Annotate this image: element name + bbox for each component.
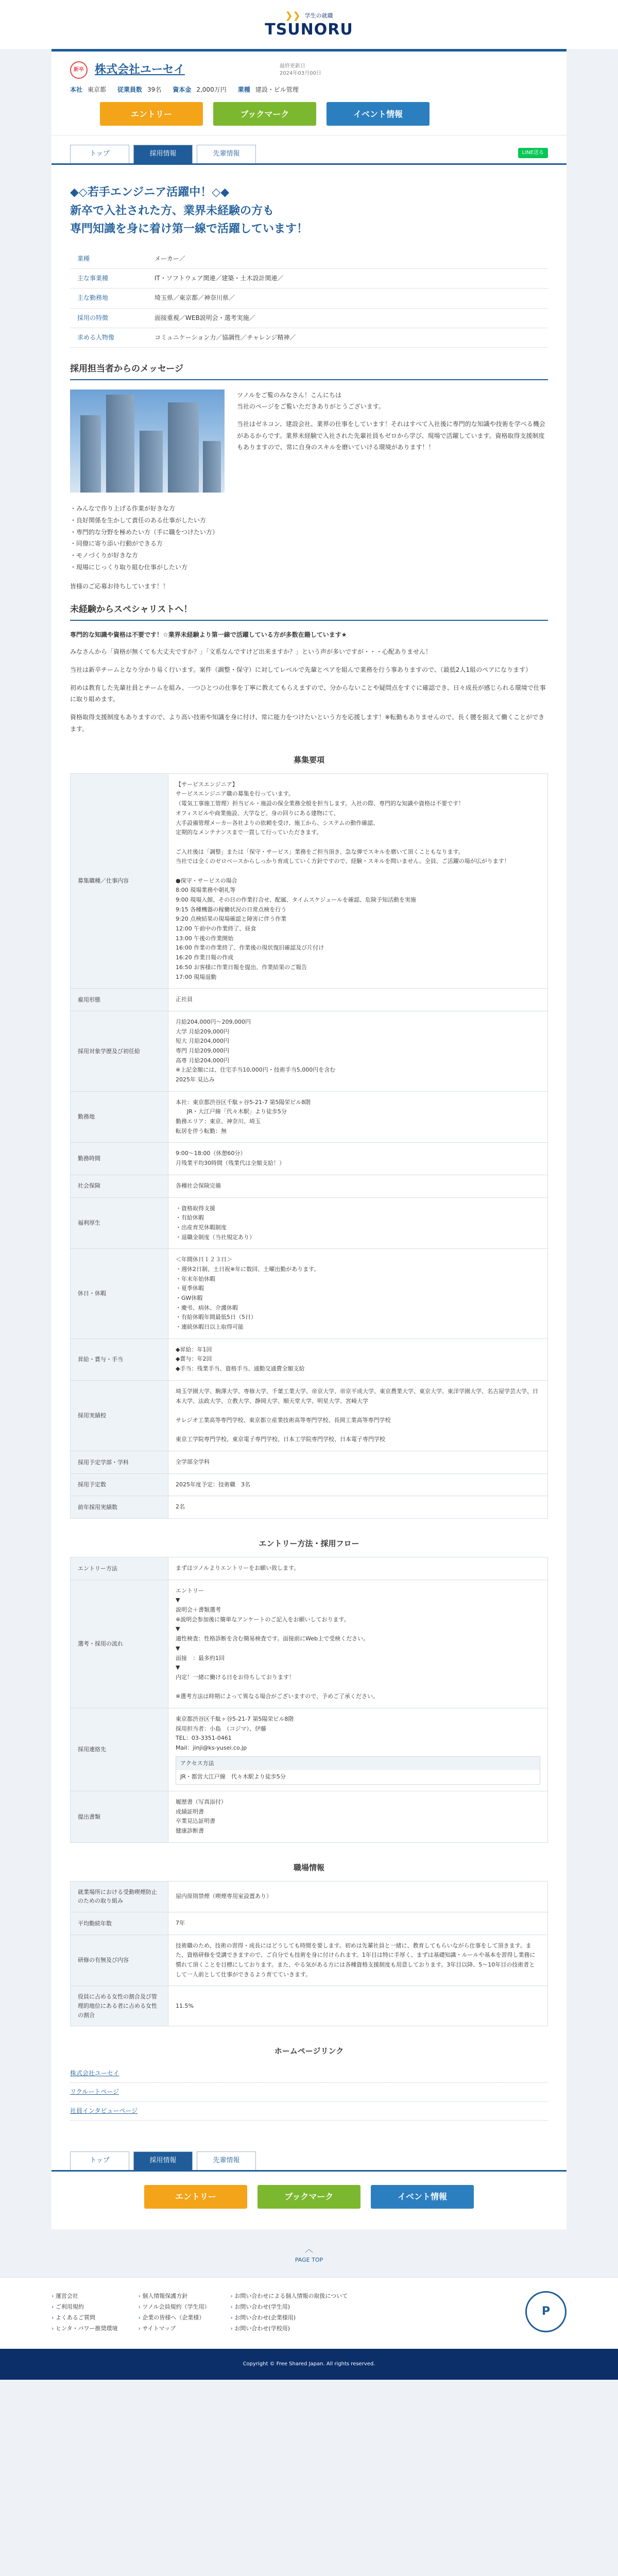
- entry-button[interactable]: エントリー: [144, 2185, 247, 2209]
- table-row: 採用連絡先 東京都渋谷区千駄ヶ谷5-21-7 第5陽栄ビル8階 採用担当者：小島 （コジマ）、伊藤 TEL：03-3351-0461 Mail：jinji@ks-yusei.co.jp アクセス方法 JR・都営大江戸線 代々木駅より徒歩5分: [71, 1708, 548, 1791]
- last-updated: 最終更新日 2024年03月00日: [279, 63, 321, 76]
- text-line: 短大 月給204,000円: [176, 1038, 229, 1045]
- company-tabs-bottom: [52, 2141, 566, 2172]
- workplace-table: [70, 1881, 548, 2026]
- table-row: 採用予定学部・学科 全学部全学科: [71, 1451, 548, 1473]
- company-summary: [52, 52, 566, 135]
- workplace-title: 職場情報: [293, 1862, 324, 1872]
- footer-link[interactable]: › お問い合わせ(企業様用): [231, 2313, 348, 2324]
- ideal-candidate-list: ・みんなで作り上げる作業が好きな方 ・良好関係を生かして責任のある仕事がしたい方 ・専門的な分野を極めたい方（手に職をつけたい方） ・同僚に寄り添い行動ができる方 ・モノづくりが好きな方 ・現場にじっくり取り組む仕事がしたい方 皆様のご応募お待ちしています！！: [70, 505, 219, 590]
- text-line: 各種社会保険完備: [176, 1182, 221, 1189]
- tab-senior-info[interactable]: 先輩情報: [197, 2151, 256, 2170]
- footer-link[interactable]: › お問い合わせ(学生用): [231, 2302, 348, 2313]
- building-photo: [70, 389, 225, 493]
- text-line: [176, 838, 540, 848]
- tab-recruit-info[interactable]: 採用情報: [133, 2151, 193, 2170]
- requirements-table: [70, 773, 548, 1519]
- footer-link[interactable]: › サイトマップ: [138, 2324, 210, 2334]
- footer-link[interactable]: › お問い合わせによる個人情報の取扱について: [231, 2291, 348, 2302]
- text-line: 17:00 現場退勤: [176, 973, 217, 980]
- copyright: Copyright © Free Shared Japan. All rights reserved.: [0, 2349, 618, 2380]
- table-row: 勤務地 本社：東京都渋谷区千駄ヶ谷5-21-7 第5陽栄ビル8階 JR・大江戸線「代々木駅」より徒歩5分 勤務エリア：東京、神奈川、埼玉 転居を伴う転勤：無: [71, 1091, 548, 1143]
- text-line: TEL：03-3351-0461: [176, 1735, 232, 1742]
- text-line: 9:00～18:00（休憩60分）: [176, 1150, 246, 1157]
- table-row: 求める人物像 コミュニケーション力／協調性／チャレンジ精神／: [70, 328, 548, 347]
- text-line: 定期的なメンテナンスまで一貫して行っていただきます。: [176, 829, 322, 836]
- main-content: 新卒 株式会社ユーセイ 最終更新日 2024年03月00日 本社 東京都 従業員数 39名 資本金 2,000万円 業種 建設・ビル管理 エントリー ブックマーク イベント情報 トップ 採用情報 先輩情報 LINE送る ◆◇若手エンジニア活躍中！◇◆ 新卒で入社された方、業界未経験の方も 専門知識を身に着け第一線で活躍しています！ 業種 メーカー／ 主な事業種 IT・ソフトウェア関連／建築・土木設計関連／ 主な勤務地 埼玉県／東京都／神奈川県／ 採用の特徴 面接重視／WEB説明会・選考実施／ 求める人物像 コミュニケーション力／協調性／チャレンジ精神／ 採用担当者からのメッセージ ツノルをご覧のみなさん！こんにちは 当社のページをご覧いただきありがとうございます。 当社はゼネコン、建設会社、業界の仕事をしています！それはすべて入社後に専門的な知識や技術を学べる機会があるからです。業界未経験で入社された先輩社員もゼロから学び、現場で活躍しています。資格取得支援制度もありますので、常に自身のスキルを磨いていける環境があります！！ ・みんなで作り上げる作業が好きな方 ・良好関係を生かして責任のある仕事がしたい方 ・専門的な分野を極めたい方（手に職をつけたい方） ・同僚に寄り添い行動ができる方 ・モノづくりが好きな方 ・現場にじっくり取り組む仕事がしたい方 皆様のご応募お待ちしています！！ 未経験からスペシャリストへ！ 専門的な知識や資格は不要です！☆業界未経験より第一線で活躍している方が多数在籍しています★ みなさんから「資格が無くても大丈夫ですか？」「文系なんですけど出来ますか？」という声が多いですが・・・心配ありません！ 当社は新卒チームとなり分かり易く行います。案件（調整・保守）に対してレベルで先輩とペアを組んで業務を行う事ありますので、（最低2人1組のペアになります） 初めは教育した先輩社員とチームを組み、一つひとつの仕事を丁寧に教えてもらえますので、分からないことや疑問点をすぐに確認でき、日々成長が感じられる環境で仕事に取り組めます。 資格取得支援制度もありますので、より高い技術や知識を身に付け、常に能力をつけたいという方を応援します！※転勤もありませんので、長く腰を据えて働くことができます。 募集要項 募集職種／仕事内容 【サービスエンジニア】 サービスエンジニア職の募集を行っています。 （電気工事施工管理）担当ビル・施設の保全業務全般を担当します。入社の際、専門的な知識や資格は不要です！ オフィスビルや商業施設、大学など、身の回りにある建物にて、 大手設備管理メーカー各社よりの依頼を受け、施工から、システムの動作確認、 定期的なメンテナンスまで一貫して行っていただきます。 ご入社後は「調整」または「保守・サービス」業務をご担当頂き、急な弾でスキルを磨いて頂くこともなります。 当社では全くのゼロベースからしっかり育成していく方針ですので、経験・スキルを問いません。全員、ご活躍の場が広がります！ ●保守・サービスの場合 8:00 現場業務や朝礼等 9:00 現場入館、その日の作業打合せ、配属、タイムスケジュールを確認、危険予知活動を実施 9:15 各種機器の稼働状況の日常点検を行う 9:20 点検結果の現場確認と障害に伴う作業 12:00 午前中の作業終了、昼食 13:00 午後の作業開始 16:00 作業の作業終了、作業後の現状復旧確認及び片付け 16:20 作業日報の作成 16:50 お客様に作業日報を提出、作業結果のご報告 17:00 現場退勤 雇用形態 正社員 採用対象学歴及び初任給 月給204,000円～209,000円 大学 月給209,000円 短大 月給204,000円 専門 月給209,000円 高専 月給204,000円 ※上記金額には、住宅手当10,000円・技術手当5,000円を含む 2025年 見込み 勤務地 本社：東京都渋谷区千駄ヶ谷5-21-7 第5陽栄ビル8階 JR・大江戸線「代々木駅」より徒歩5分 勤務エリア：東京、神奈川、埼玉 転居を伴う転勤：無 勤務時間 9:00～18:00（休憩60分） 月残業平均30時間（残業代は全額支給！） 社会保険 各種社会保険完備 福利厚生 ・資格取得支援 ・有給休暇 ・出産育児休暇制度 ・退職金制度（当社規定あり） 休日・休暇 ＜年間休日１２３日＞ ・週休2日制、土日祝※年に数回、土曜出勤があります。 ・年末年始休暇 ・夏季休暇 ・GW休暇 ・慶弔、病休、介護休暇 ・有給休暇年間最低5日（5日） ・連続休暇日以上取得可能 昇給・賞与・手当 ◆昇給：年1回 ◆賞与：年2回 ◆手当：残業手当、資格手当、通勤交通費全額支給 採用実績校 埼玉学園大学、駒澤大学、専修大学、千葉工業大学、帝京大学、帝京平成大学、東京農業大学、東京大学、東洋学園大学、名古屋学芸大学、日本大学、法政大学、立教大学、静岡大学、順天堂大学、明星大学、宮崎大学 サレジオ工業高等専門学校、東京都立産業技術高等専門学校、長岡工業高等専門学校 東京工学院専門学校、東京電子専門学校、日本工学院専門学校、日本電子専門学校 採用予定学部・学科 全学部全学科 採用予定数 2025年度予定：技術職 3名 前年採用実績数 2名 エントリー方法・採用フロー エントリー方法 まずはツノルよりエントリーをお願い致します。 選考・採用の流れ エントリー ▼ 説明会＋書類選考 ※説明会参加後に簡単なアンケートのご記入をお願いしております。 ▼ 適性検査：性格診断を含む簡易検査です。面接前にWeb上で受検ください。 ▼ 面接 ：最多約1回 ▼ 内定！一緒に働ける日をお待ちしております！ ※選考方法は時期によって異なる場合がございますので、予めご了承ください。 採用連絡先 東京都渋谷区千駄ヶ谷5-21-7 第5陽栄ビル8階 採用担当者：小島 （コジマ）、伊藤 TEL：03-3351-0461 Mail：jinji@ks-yusei.co.jp アクセス方法 JR・都営大江戸線 代々木駅より徒歩5分 提出書類 履歴書（写真添付） 成績証明書 卒業見込証明書 健康診断書 職場情報 就業場所における受動喫煙防止のための取り組み 屋内原則禁煙（喫煙専用室設置あり） 平均勤続年数 7年 研修の有無及び内容 技術職のため、技術の習得・成長にはどうしても時間を要します。初めは先輩社員と一緒に、教育してもらいながら仕事をして頂きます。また、資格研修を受講できますので、ご自分でも技術を身に付けられます。1年目は特に手厚く、まずは基礎知識・ルールや基本を習得し業務に慣れて頂くことを目標にしております。また、やる気がある方には各種資格支援制度も用意しております。3年目以降、5～10年目の技術者として一人前として仕事ができるよう育てていきます。 役員に占める女性の割合及び管理的地位にある者に占める女性の割合 11.5% ホームページリンク 株式会社ユーセイ リクルートページ 社員インタビューページ トップ 採用情報 先輩情報 エントリー ブックマーク イベント情報: [52, 52, 566, 2229]
- page-top-link[interactable]: ︿ PAGE TOP: [0, 2229, 618, 2277]
- action-buttons-bottom: [52, 2172, 566, 2229]
- text-line: [176, 1683, 540, 1692]
- text-line: ●保守・サービスの場合: [176, 877, 237, 884]
- requirements-title: 募集要項: [293, 755, 324, 765]
- special-intro: 専門的な知識や資格は不要です！☆業界未経験より第一線で活躍している方が多数在籍しています★: [70, 631, 347, 638]
- table-row: 昇給・賞与・手当 ◆昇給：年1回 ◆賞与：年2回 ◆手当：残業手当、資格手当、通勤交通費全額支給: [71, 1338, 548, 1380]
- logo-mark: TSUNORU: [265, 20, 353, 39]
- table-row: 休日・休暇 ＜年間休日１２３日＞ ・週休2日制、土日祝※年に数回、土曜出勤があります。 ・年末年始休暇 ・夏季休暇 ・GW休暇 ・慶弔、病休、介護休暇 ・有給休暇年間最低5日（5日） ・連続休暇日以上取得可能: [71, 1249, 548, 1339]
- text-line: 大手設備管理メーカー各社よりの依頼を受け、施工から、システムの動作確認、: [176, 819, 379, 826]
- line-share-button[interactable]: LINE送る: [518, 148, 548, 158]
- text-line: ▼: [176, 1664, 180, 1671]
- table-row: 募集職種／仕事内容 【サービスエンジニア】 サービスエンジニア職の募集を行っています。 （電気工事施工管理）担当ビル・施設の保全業務全般を担当します。入社の際、専門的な知識や資格は不要です！ オフィスビルや商業施設、大学など、身の回りにある建物にて、 大手設備管理メーカー各社よりの依頼を受け、施工から、システムの動作確認、 定期的なメンテナンスまで一貫して行っていただきます。 ご入社後は「調整」または「保守・サービス」業務をご担当頂き、急な弾でスキルを磨いて頂くこともなります。 当社では全くのゼロベースからしっかり育成していく方針ですので、経験・スキルを問いません。全員、ご活躍の場が広がります！ ●保守・サービスの場合 8:00 現場業務や朝礼等 9:00 現場入館、その日の作業打合せ、配属、タイムスケジュールを確認、危険予知活動を実施 9:15 各種機器の稼働状況の日常点検を行う 9:20 点検結果の現場確認と障害に伴う作業 12:00 午前中の作業終了、昼食 13:00 午後の作業開始 16:00 作業の作業終了、作業後の現状復旧確認及び片付け 16:20 作業日報の作成 16:50 お客様に作業日報を提出、作業結果のご報告 17:00 現場退勤: [71, 773, 548, 988]
- text-line: ・出産育児休暇制度: [176, 1224, 227, 1231]
- text-line: ・週休2日制、土日祝※年に数回、土曜出勤があります。: [176, 1265, 320, 1273]
- action-buttons: [100, 102, 548, 126]
- text-line: 東京工学院専門学校、東京電子専門学校、日本工学院専門学校、日本電子専門学校: [176, 1436, 385, 1443]
- company-name-link[interactable]: 株式会社ユーセイ: [95, 63, 185, 76]
- text-line: 12:00 午前中の作業終了、昼食: [176, 925, 256, 933]
- footer-link[interactable]: › 企業の皆様へ（企業様）: [138, 2313, 210, 2324]
- text-line: 8:00 現場業務や朝礼等: [176, 887, 236, 894]
- text-line: 本社：東京都渋谷区千駄ヶ谷5-21-7 第5陽栄ビル8階: [176, 1098, 311, 1106]
- table-row: 主な事業種 IT・ソフトウェア関連／建築・土木設計関連／: [70, 269, 548, 289]
- flow-table: [70, 1557, 548, 1843]
- text-line: 卒業見込証明書: [176, 1818, 215, 1825]
- entry-button[interactable]: エントリー: [100, 102, 203, 126]
- table-row: 採用予定数 2025年度予定：技術職 3名: [71, 1473, 548, 1496]
- table-row: 前年採用実績数 2名: [71, 1496, 548, 1519]
- text-line: 2025年 見込み: [176, 1076, 215, 1083]
- bird-icon: ❯❯: [285, 10, 301, 22]
- text-line: ▼: [176, 1597, 180, 1604]
- privacy-mark-icon: P: [525, 2291, 566, 2332]
- text-line: ご入社後は「調整」または「保守・サービス」業務をご担当頂き、急な弾でスキルを磨いて頂くこともなります。: [176, 848, 464, 855]
- tab-senior-info[interactable]: 先輩情報: [197, 145, 256, 163]
- table-row: 提出書類 履歴書（写真添付） 成績証明書 卒業見込証明書 健康診断書: [71, 1791, 548, 1843]
- tab-recruit-info[interactable]: 採用情報: [133, 145, 193, 163]
- footer-link[interactable]: › 運営会社: [52, 2291, 117, 2302]
- text-line: ※説明会参加後に簡単なアンケートのご記入をお願いしております。: [176, 1616, 350, 1623]
- company-tabs: [52, 135, 566, 165]
- text-line: 9:00 現場入館、その日の作業打合せ、配属、タイムスケジュールを確認、危険予知活動を実施: [176, 896, 416, 904]
- table-row: 採用の特徴 面接重視／WEB説明会・選考実施／: [70, 308, 548, 328]
- table-row: 就業場所における受動喫煙防止のための取り組み 屋内原則禁煙（喫煙専用室設置あり）: [71, 1881, 548, 1912]
- table-row: 採用対象学歴及び初任給 月給204,000円～209,000円 大学 月給209,000円 短大 月給204,000円 専門 月給209,000円 高専 月給204,000円 ※上記金額には、住宅手当10,000円・技術手当5,000円を含む 2025年 見込み: [71, 1011, 548, 1091]
- text-line: 東京都渋谷区千駄ヶ谷5-21-7 第5陽栄ビル8階: [176, 1715, 294, 1722]
- footer-link[interactable]: › 個人情報保護方針: [138, 2291, 210, 2302]
- text-line: 【サービスエンジニア】: [176, 781, 238, 788]
- footer-col-1: [52, 2291, 117, 2334]
- text-line: ・退職金制度（当社規定あり）: [176, 1233, 255, 1241]
- stat-hq: 本社 東京都: [70, 86, 107, 94]
- text-line: 月残業平均30時間（残業代は全額支給！）: [176, 1160, 285, 1167]
- text-line: 転居を伴う転勤：無: [176, 1127, 227, 1134]
- text-line: ・夏季休暇: [176, 1285, 204, 1292]
- new-graduate-badge: 新卒: [70, 61, 88, 79]
- site-footer: [0, 2277, 618, 2380]
- company-info-table: [70, 249, 548, 348]
- text-line: [176, 1406, 540, 1416]
- link-company-site[interactable]: 株式会社ユーセイ: [70, 2064, 548, 2083]
- event-info-button[interactable]: イベント情報: [327, 102, 430, 126]
- text-line: 健康診断書: [176, 1827, 204, 1835]
- table-row: 主な勤務地 埼玉県／東京都／神奈川県／: [70, 289, 548, 308]
- text-line: 16:20 作業日報の作成: [176, 954, 234, 961]
- text-line: エントリー: [176, 1587, 204, 1594]
- footer-link[interactable]: › よくあるご質問: [52, 2313, 117, 2324]
- bookmark-button[interactable]: ブックマーク: [213, 102, 316, 126]
- text-line: ▼: [176, 1645, 180, 1652]
- text-line: [176, 1426, 540, 1435]
- site-logo[interactable]: [265, 11, 353, 38]
- text-line: ※選考方法は時期によって異なる場合がございますので、予めご了承ください。: [176, 1693, 379, 1700]
- text-line: Mail：jinji@ks-yusei.co.jp: [176, 1744, 247, 1752]
- stat-capital: 資本金 2,000万円: [173, 86, 227, 94]
- flow-title: エントリー方法・採用フロー: [259, 1539, 359, 1549]
- text-line: 大学 月給209,000円: [176, 1028, 229, 1035]
- company-stats: [70, 85, 548, 95]
- table-row: 選考・採用の流れ エントリー ▼ 説明会＋書類選考 ※説明会参加後に簡単なアンケートのご記入をお願いしております。 ▼ 適性検査：性格診断を含む簡易検査です。面接前にWeb上で受検ください。 ▼ 面接 ：最多約1回 ▼ 内定！一緒に働ける日をお待ちしております！ ※選考方法は時期によって異なる場合がございますので、予めご了承ください。: [71, 1580, 548, 1708]
- text-line: ※上記金額には、住宅手当10,000円・技術手当5,000円を含む: [176, 1066, 336, 1074]
- text-line: 履歴書（写真添付）: [176, 1799, 227, 1806]
- link-recruit-page[interactable]: リクルートページ: [70, 2083, 548, 2102]
- table-row: 業種 メーカー／: [70, 249, 548, 269]
- footer-col-2: [138, 2291, 210, 2334]
- text-line: 月給204,000円～209,000円: [176, 1018, 251, 1025]
- site-header: [0, 0, 618, 49]
- link-interview-page[interactable]: 社員インタビューページ: [70, 2102, 548, 2121]
- text-line: ◆昇給：年1回: [176, 1346, 212, 1353]
- tab-top[interactable]: トップ: [70, 145, 129, 163]
- text-line: ・連続休暇日以上取得可能: [176, 1324, 244, 1331]
- logo-tagline: 学生の就職: [304, 12, 333, 19]
- text-line: 面接 ：最多約1回: [176, 1654, 225, 1662]
- text-line: 16:50 お客様に作業日報を提出、作業結果のご報告: [176, 963, 307, 971]
- table-row: 勤務時間 9:00～18:00（休憩60分） 月残業平均30時間（残業代は全額支給！）: [71, 1143, 548, 1175]
- text-line: 説明会＋書類選考: [176, 1606, 221, 1614]
- tab-top[interactable]: トップ: [70, 2151, 129, 2170]
- text-line: ・資格取得支援: [176, 1205, 215, 1212]
- table-row: 採用実績校 埼玉学園大学、駒澤大学、専修大学、千葉工業大学、帝京大学、帝京平成大学、東京農業大学、東京大学、東洋学園大学、名古屋学芸大学、日本大学、法政大学、立教大学、静岡大学、順天堂大学、明星大学、宮崎大学 サレジオ工業高等専門学校、東京都立産業技術高等専門学校、長岡工業高等専門学校 東京工学院専門学校、東京電子専門学校、日本工学院専門学校、日本電子専門学校: [71, 1380, 548, 1451]
- footer-link[interactable]: › ツノル会員規約（学生用）: [138, 2302, 210, 2313]
- homepage-links-title: ホームページリンク: [274, 2046, 344, 2056]
- text-line: 全学部全学科: [176, 1458, 210, 1465]
- bookmark-button[interactable]: ブックマーク: [258, 2185, 360, 2209]
- text-line: 高専 月給204,000円: [176, 1057, 229, 1064]
- text-line: 16:00 作業の作業終了、作業後の現状復旧確認及び片付け: [176, 944, 324, 952]
- homepage-links: [70, 2064, 548, 2121]
- text-line: ◆賞与：年2回: [176, 1355, 212, 1363]
- text-line: ・有給休暇: [176, 1214, 204, 1222]
- text-line: 埼玉学園大学、駒澤大学、専修大学、千葉工業大学、帝京大学、帝京平成大学、東京農業大学、東京大学、東洋学園大学、名古屋学芸大学、日本大学、法政大学、立教大学、静岡大学、順天堂大学、明星大学、宮崎大学: [176, 1387, 538, 1404]
- chevron-up-icon: ︿: [304, 2244, 313, 2254]
- table-row: 社会保険 各種社会保険完備: [71, 1175, 548, 1197]
- text-line: 9:20 点検結果の現場確認と障害に伴う作業: [176, 916, 287, 923]
- text-line: JR・大江戸線「代々木駅」より徒歩5分: [176, 1108, 287, 1115]
- text-line: 2025年度予定：技術職 3名: [176, 1481, 250, 1488]
- table-row: 福利厚生 ・資格取得支援 ・有給休暇 ・出産育児休暇制度 ・退職金制度（当社規定あり）: [71, 1197, 548, 1249]
- page-headline: ◆◇若手エンジニア活躍中！◇◆ 新卒で入社された方、業界未経験の方も 専門知識を身に着け第一線で活躍しています！: [70, 186, 308, 235]
- message-title: 採用担当者からのメッセージ: [70, 362, 548, 380]
- text-line: サレジオ工業高等専門学校、東京都立産業技術高等専門学校、長岡工業高等専門学校: [176, 1416, 391, 1423]
- footer-link[interactable]: › ご利用規約: [52, 2302, 117, 2313]
- stat-employees: 従業員数 39名: [117, 86, 162, 94]
- table-row: 研修の有無及び内容 技術職のため、技術の習得・成長にはどうしても時間を要します。初めは先輩社員と一緒に、教育してもらいながら仕事をして頂きます。また、資格研修を受講できますので、ご自分でも技術を身に付けられます。1年目は特に手厚く、まずは基礎知識・ルールや基本を習得し業務に慣れて頂くことを目標にしております。また、やる気がある方には各種資格支援制度も用意しております。3年目以降、5～10年目の技術者として一人前として仕事ができるよう育てていきます。: [71, 1935, 548, 1986]
- text-line: サービスエンジニア職の募集を行っています。: [176, 790, 294, 798]
- text-line: 13:00 午後の作業開始: [176, 935, 234, 942]
- table-row: 雇用形態 正社員: [71, 989, 548, 1011]
- stat-industry: 業種 建設・ビル管理: [237, 86, 299, 94]
- text-line: 2名: [176, 1503, 185, 1511]
- text-line: 内定！一緒に働ける日をお待ちしております！: [176, 1673, 295, 1681]
- recruiter-message: ツノルをご覧のみなさん！こんにちは 当社のページをご覧いただきありがとうございます。 当社はゼネコン、建設会社、業界の仕事をしています！それはすべて入社後に専門的な知識や技術を学べる機会があるからです。業界未経験で入社された先輩社員もゼロから学び、現場で活躍しています。資格取得支援制度もありますので、常に自身のスキルを磨いていける環境があります！！: [70, 389, 548, 493]
- access-box: アクセス方法 JR・都営大江戸線 代々木駅より徒歩5分: [176, 1756, 540, 1785]
- text-line: （電気工事施工管理）担当ビル・施設の保全業務全般を担当します。入社の際、専門的な知識や資格は不要です！: [176, 800, 465, 807]
- text-line: ▼: [176, 1625, 180, 1633]
- text-line: オフィスビルや商業施設、大学など、身の回りにある建物にて、: [176, 809, 339, 817]
- text-line: ◆手当：残業手当、資格手当、通勤交通費全額支給: [176, 1365, 305, 1372]
- text-line: ＜年間休日１２３日＞: [176, 1256, 232, 1263]
- table-row: 役員に占める女性の割合及び管理的地位にある者に占める女性の割合 11.5%: [71, 1986, 548, 2026]
- footer-link[interactable]: › ヒンタ・パワー推奨環境: [52, 2324, 117, 2334]
- text-line: 採用担当者：小島 （コジマ）、伊藤: [176, 1725, 266, 1732]
- text-line: ・年末年始休暇: [176, 1275, 215, 1282]
- text-line: 正社員: [176, 996, 193, 1003]
- text-line: ・GW休暇: [176, 1295, 203, 1302]
- text-line: 専門 月給209,000円: [176, 1047, 229, 1054]
- text-line: 適性検査：性格診断を含む簡易検査です。面接前にWeb上で受検ください。: [176, 1635, 369, 1642]
- special-title: 未経験からスペシャリストへ！: [70, 603, 548, 621]
- text-line: 9:15 各種機器の稼働状況の日常点検を行う: [176, 906, 287, 913]
- footer-link[interactable]: › お問い合わせ(学校用): [231, 2324, 348, 2334]
- event-info-button[interactable]: イベント情報: [371, 2185, 474, 2209]
- text-line: 成績証明書: [176, 1808, 204, 1815]
- text-line: 勤務エリア：東京、神奈川、埼玉: [176, 1118, 261, 1125]
- text-line: 当社では全くのゼロベースからしっかり育成していく方針ですので、経験・スキルを問いません。全員、ご活躍の場が広がります！: [176, 858, 510, 865]
- text-line: ・有給休暇年間最低5日（5日）: [176, 1314, 256, 1321]
- table-row: 平均勤続年数 7年: [71, 1912, 548, 1935]
- footer-col-3: [231, 2291, 348, 2334]
- table-row: エントリー方法 まずはツノルよりエントリーをお願い致します。: [71, 1557, 548, 1580]
- text-line: [176, 867, 540, 876]
- text-line: ・慶弔、病休、介護休暇: [176, 1304, 238, 1311]
